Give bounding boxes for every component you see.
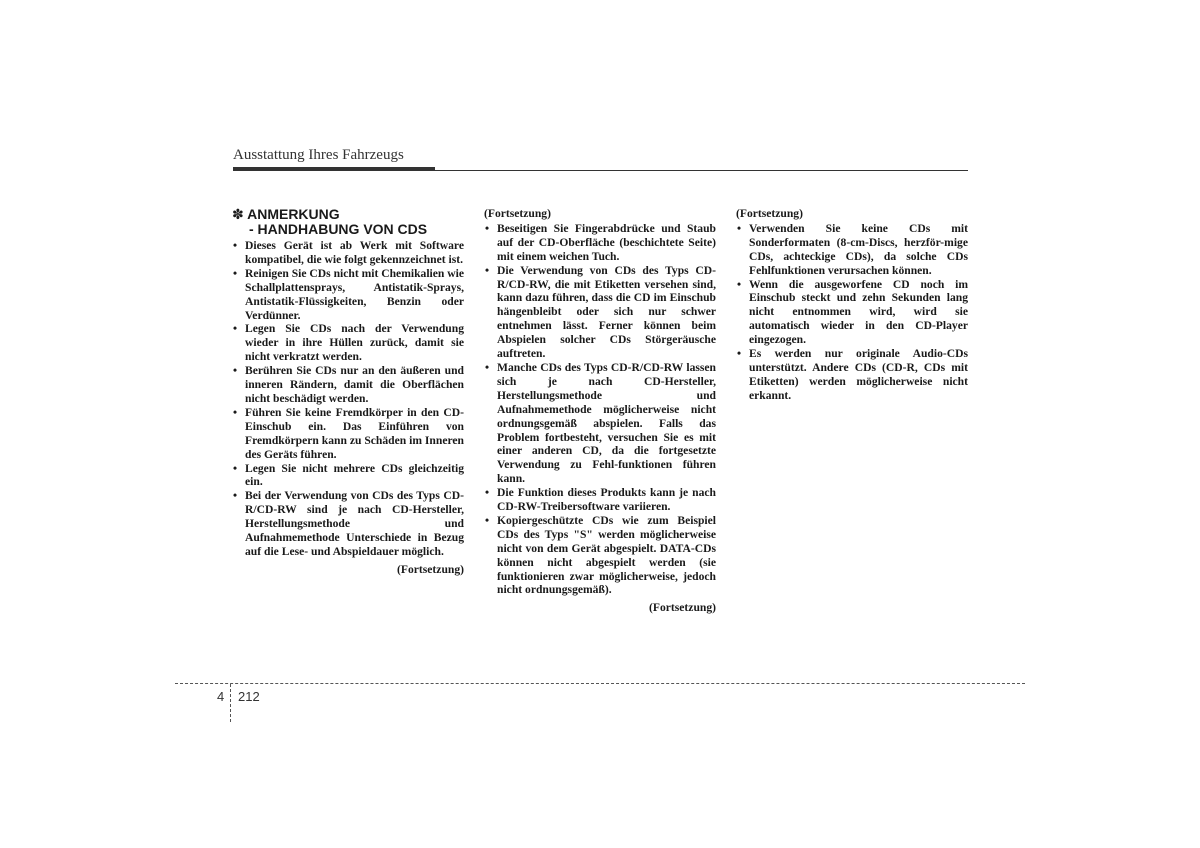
chapter-number: 4	[217, 689, 225, 704]
list-item: • Berühren Sie CDs nur an den äußeren und inneren Rändern, damit die Oberflächen nicht beschädigt werden.	[232, 364, 464, 406]
list-item: • Kopiergeschützte CDs wie zum Beispiel CDs des Typs "S" werden möglicherweise nicht von dem Gerät abgespielt. DATA-CDs können nicht abgespielt werden (sie funktionieren zwar möglicherweise, jedoch nicht ordnungsgemäß).	[484, 514, 716, 597]
bullet-list	[232, 239, 464, 559]
note-heading	[232, 207, 464, 237]
bullet-list	[736, 222, 968, 403]
note-heading-line2: - HANDHABUNG VON CDS	[249, 221, 428, 237]
list-item: • Manche CDs des Typs CD-R/CD-RW lassen sich je nach CD-Hersteller, Herstellungsmethode und Aufnahmemethode möglicherweise nicht ordnungsgemäß abspielen. Falls das Problem fortbesteht, versuchen Sie es mit einer anderen CD, da die fortgesetzte Verwendung zu Fehl-funktionen führen kann.	[484, 361, 716, 486]
note-heading-line1: ✽ ANMERKUNG	[232, 206, 340, 222]
bullet-list	[484, 222, 716, 597]
continued-label: (Fortsetzung)	[649, 601, 716, 615]
list-item: • Dieses Gerät ist ab Werk mit Software kompatibel, die wie folgt gekennzeichnet ist.	[232, 239, 464, 267]
list-item: • Legen Sie CDs nach der Verwendung wieder in ihre Hüllen zurück, damit sie nicht verkratzt werden.	[232, 322, 464, 364]
list-item: • Wenn die ausgeworfene CD noch im Einschub steckt und zehn Sekunden lang nicht entnommen wird, wird sie automatisch wieder in den CD-Player eingezogen.	[736, 278, 968, 348]
continued-label: (Fortsetzung)	[484, 207, 551, 220]
list-item: • Es werden nur originale Audio-CDs unterstützt. Andere CDs (CD-R, CDs mit Etiketten) werden möglicherweise nicht erkannt.	[736, 347, 968, 403]
list-item: • Führen Sie keine Fremdkörper in den CD-Einschub ein. Das Einführen von Fremdkörpern kann zu Schäden im Inneren des Geräts führen.	[232, 406, 464, 462]
footer-rule	[175, 683, 1025, 684]
text-column-3	[736, 207, 968, 403]
list-item: • Bei der Verwendung von CDs des Typs CD-R/CD-RW sind je nach CD-Hersteller, Herstellungsmethode und Aufnahmemethode Unterschiede in Bezug auf die Lese- und Abspieldauer möglich.	[232, 489, 464, 559]
text-column-1	[232, 207, 464, 577]
list-item: • Die Verwendung von CDs des Typs CD-R/CD-RW, die mit Etiketten versehen sind, kann dazu führen, dass die CD im Einschub hängenbleibt oder sich nur schwer entnehmen lässt. Ferner können beim Abspielen solcher CDs Störgeräusche auftreten.	[484, 264, 716, 361]
list-item: • Reinigen Sie CDs nicht mit Chemikalien wie Schallplattensprays, Antistatik-Sprays, Antistatik-Flüssigkeiten, Benzin oder Verdünner.	[232, 267, 464, 323]
list-item: • Beseitigen Sie Fingerabdrücke und Staub auf der CD-Oberfläche (beschichtete Seite) mit einem weichen Tuch.	[484, 222, 716, 264]
header-title: Ausstattung Ihres Fahrzeugs	[233, 147, 404, 163]
list-item: • Verwenden Sie keine CDs mit Sonderformaten (8-cm-Discs, herzför-mige CDs, achteckige CDs), da solche CDs Fehlfunktionen verursachen können.	[736, 222, 968, 278]
header-rule	[233, 170, 968, 171]
list-item: • Die Funktion dieses Produkts kann je nach CD-RW-Treibersoftware variieren.	[484, 486, 716, 514]
list-item: • Legen Sie nicht mehrere CDs gleichzeitig ein.	[232, 462, 464, 490]
continued-label: (Fortsetzung)	[736, 207, 803, 220]
continued-label: (Fortsetzung)	[397, 562, 464, 576]
page-number: 212	[238, 689, 260, 704]
footer-divider	[230, 684, 231, 722]
text-column-2	[484, 207, 716, 615]
